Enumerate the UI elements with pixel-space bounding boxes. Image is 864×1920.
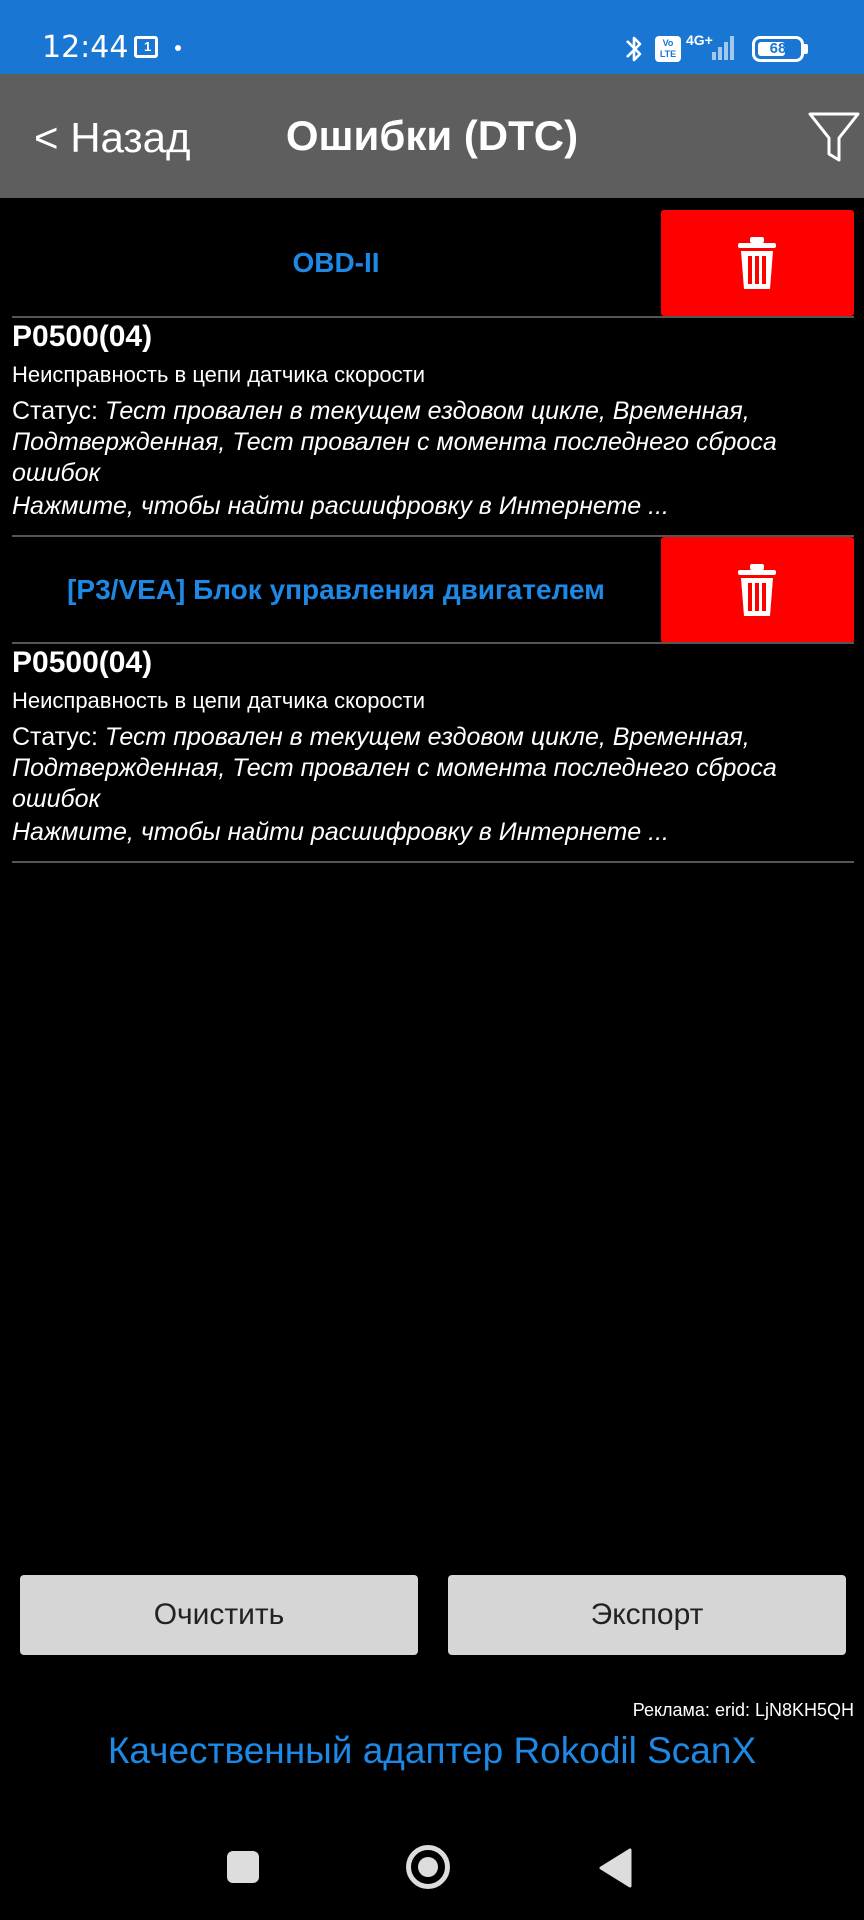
notification-dot-icon (175, 45, 181, 51)
export-button[interactable]: Экспорт (448, 1575, 846, 1655)
battery-tip (804, 44, 808, 54)
dtc-status (12, 396, 842, 489)
dtc-code: P0500(04) (12, 320, 153, 353)
app-bar (0, 74, 864, 198)
ad-label: Реклама: erid: LjN8KH5QH (632, 1700, 854, 1720)
volte-icon: Vo LTE (655, 36, 681, 62)
network-type: 4G+ (686, 32, 713, 48)
dtc-status-text: Тест провален в текущем ездовом цикле, Временная, Подтвержденная, Тест провален с момента последнего сброса ошибок (12, 397, 777, 487)
dtc-search-link[interactable]: Нажмите, чтобы найти расшифровку в Интернете ... (12, 492, 669, 520)
section-title: OBD-II (292, 247, 380, 278)
notification-badge: 1 (144, 39, 152, 54)
divider (12, 316, 854, 318)
divider (12, 642, 854, 644)
status-bar (0, 0, 864, 74)
trash-icon (737, 563, 777, 617)
trash-icon (737, 236, 777, 290)
section-header-engine (0, 537, 864, 643)
clear-button[interactable]: Очистить (20, 1575, 418, 1655)
section-title: [P3/VEA] Блок управления двигателем (67, 574, 605, 605)
delete-button[interactable] (661, 210, 854, 316)
delete-button[interactable] (661, 537, 854, 643)
status-time: 12:44 (42, 30, 129, 65)
filter-icon[interactable] (808, 110, 860, 164)
battery-level: 68 (769, 40, 787, 57)
dtc-status-text: Тест провален в текущем ездовом цикле, Временная, Подтвержденная, Тест провален с момента последнего сброса ошибок (12, 723, 777, 813)
back-nav-icon[interactable] (598, 1848, 632, 1888)
battery-icon (752, 36, 804, 62)
dtc-status-label: Статус: (12, 397, 105, 425)
notification-icon (134, 36, 158, 58)
dtc-item[interactable] (0, 320, 864, 530)
signal-icon (692, 34, 742, 60)
dtc-code: P0500(04) (12, 646, 153, 679)
back-button[interactable]: < Назад (34, 114, 191, 161)
section-header-obd2 (0, 210, 864, 316)
ad-link[interactable]: Качественный адаптер Rokodil ScanX (107, 1730, 757, 1771)
divider (12, 861, 854, 863)
dtc-status-label: Статус: (12, 723, 105, 751)
dtc-description: Неисправность в цепи датчика скорости (12, 688, 426, 713)
dtc-search-link[interactable]: Нажмите, чтобы найти расшифровку в Интернете ... (12, 818, 669, 846)
page-title: Ошибки (DTC) (285, 112, 579, 159)
dtc-status (12, 722, 842, 815)
home-icon[interactable] (406, 1845, 450, 1889)
dtc-item[interactable] (0, 646, 864, 856)
bluetooth-icon (622, 32, 646, 66)
recent-apps-icon[interactable] (227, 1851, 259, 1883)
dtc-description: Неисправность в цепи датчика скорости (12, 362, 426, 387)
